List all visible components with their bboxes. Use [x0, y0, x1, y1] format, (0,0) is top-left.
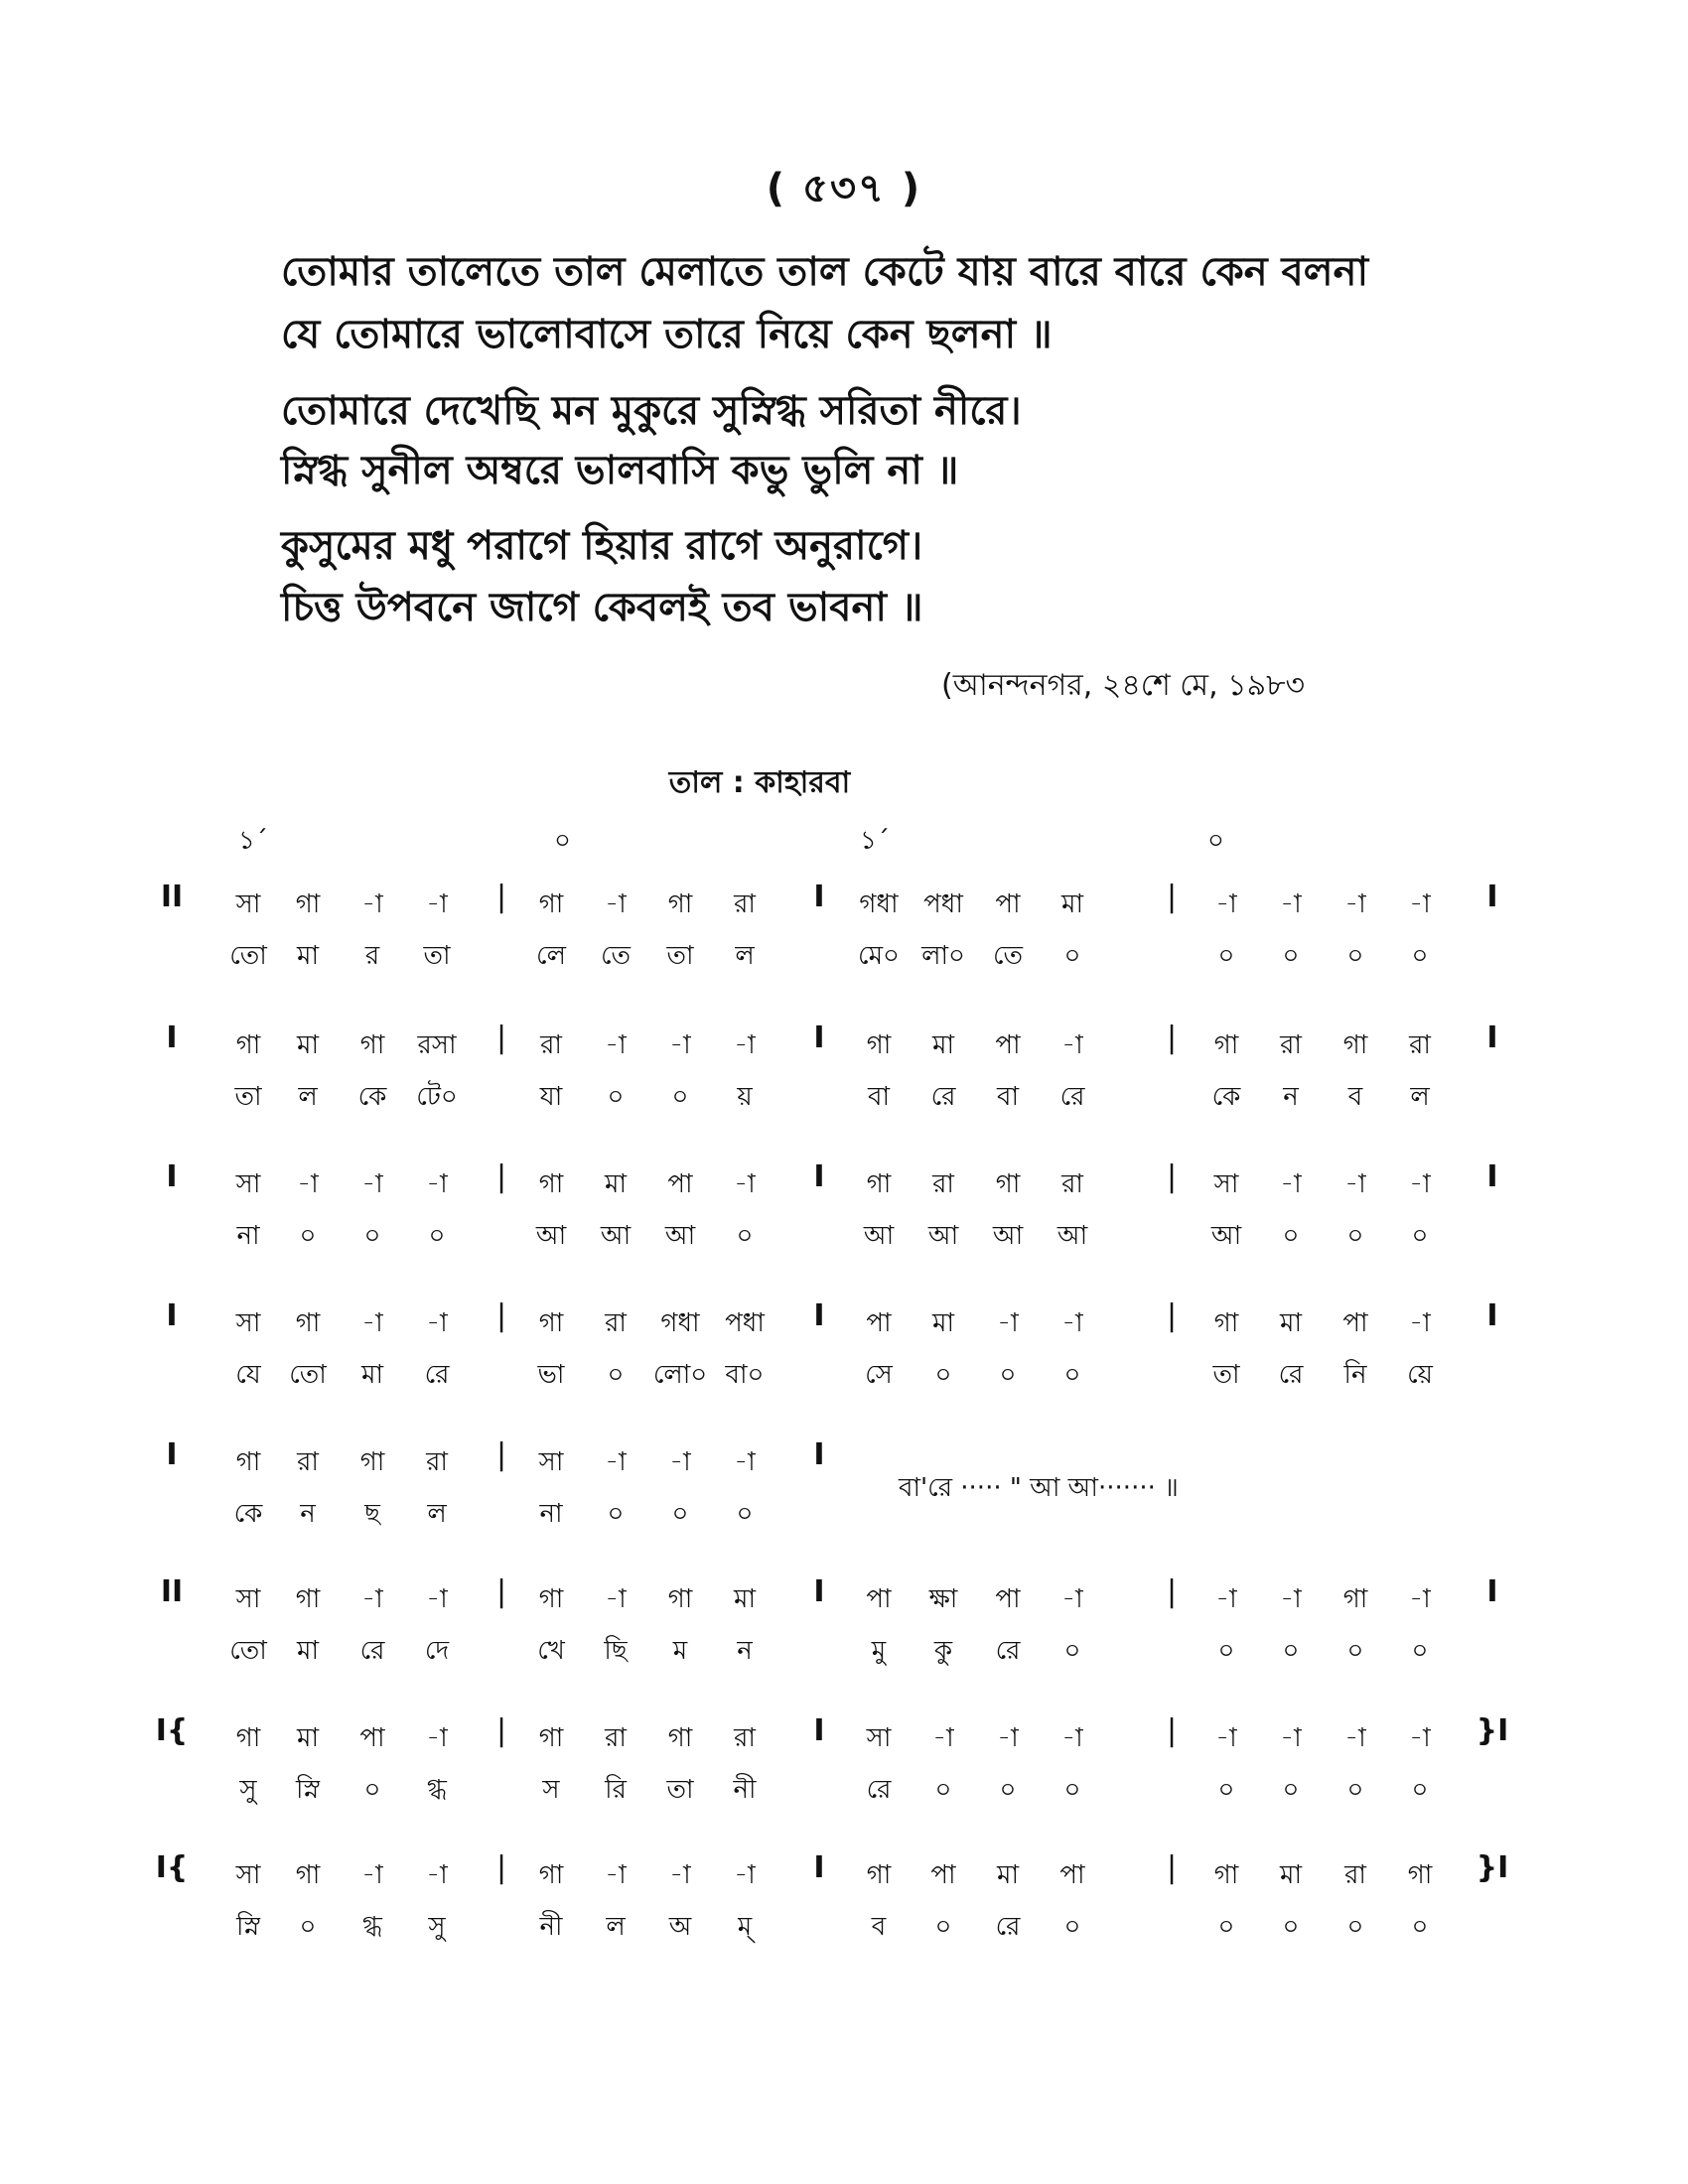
lyric-syllable: কে	[1211, 1082, 1241, 1112]
swara-note: -া	[932, 1723, 954, 1753]
lyric-syllable: রে	[930, 1082, 956, 1112]
swara-note: -া	[1061, 1584, 1083, 1614]
barline: |	[495, 1574, 507, 1609]
barline: |	[495, 880, 507, 914]
swara-note: গধা	[660, 1308, 700, 1338]
lyric-syllable: ভা	[537, 1360, 565, 1390]
swara-note: -া	[1409, 1584, 1431, 1614]
swara-note: পা	[667, 1169, 693, 1199]
lyric-line-5: কুসুমের মধু পরাগে হিয়ার রাগে অনুরাগে।	[281, 523, 923, 569]
lyric-syllable: ০	[1346, 1221, 1364, 1251]
beat-marker-tali-1: ১´	[238, 826, 268, 856]
lyric-syllable: গ্ধ	[427, 1775, 447, 1805]
swara-note: গা	[667, 889, 693, 919]
swara-note: পা	[359, 1723, 385, 1753]
swara-note: -া	[361, 1169, 383, 1199]
swara-note: গা	[235, 1723, 261, 1753]
swara-note: গা	[866, 1169, 892, 1199]
lyric-syllable: ০	[1282, 1221, 1300, 1251]
lyric-syllable: য়ে	[1407, 1360, 1433, 1390]
swara-note: -া	[426, 889, 448, 919]
swara-note: -া	[1061, 1723, 1083, 1753]
end-barline: I	[1486, 1298, 1498, 1333]
lyric-line-1: তোমার তালেতে তাল মেলাতে তাল কেটে যায় বারে বারে কেন বলনা	[281, 249, 1369, 295]
swara-note: -া	[426, 1169, 448, 1199]
swara-note: -া	[605, 1860, 627, 1890]
lyric-syllable: ল	[606, 1912, 626, 1942]
swara-note: রসা	[417, 1030, 457, 1060]
lyric-syllable: রে	[359, 1636, 385, 1666]
lyric-syllable: ০	[363, 1221, 381, 1251]
swara-note: গা	[235, 1447, 261, 1477]
swara-note: -া	[426, 1723, 448, 1753]
lyric-syllable: রে	[995, 1636, 1021, 1666]
lyric-syllable: য়	[737, 1082, 753, 1112]
barline: |	[1166, 1298, 1178, 1333]
lyric-syllable: ০	[736, 1221, 754, 1251]
lyric-syllable: রে	[866, 1775, 892, 1805]
lyric-syllable: ০	[1063, 1360, 1081, 1390]
swara-note: পা	[995, 889, 1021, 919]
lyric-syllable: ০	[1282, 941, 1300, 971]
lyric-syllable: ০	[934, 1360, 952, 1390]
swara-note: -া	[426, 1584, 448, 1614]
swara-note: -া	[669, 1030, 691, 1060]
swara-note: পধা	[923, 889, 963, 919]
lyric-syllable: ০	[999, 1775, 1017, 1805]
swara-note: গা	[295, 1308, 321, 1338]
lyric-syllable: তা	[423, 941, 451, 971]
lyric-syllable: ০	[1346, 1636, 1364, 1666]
lyric-syllable: ল	[298, 1082, 318, 1112]
lyric-syllable: লে	[536, 941, 566, 971]
lyric-syllable: ব	[1347, 1082, 1363, 1112]
swara-note: -া	[734, 1860, 756, 1890]
lyric-syllable: স	[542, 1775, 560, 1805]
swara-note: -া	[1280, 1169, 1302, 1199]
swara-note: রা	[426, 1447, 448, 1477]
beat-marker-khali-1: ০	[554, 826, 571, 856]
swara-note: গা	[359, 1447, 385, 1477]
swara-note: -া	[734, 1030, 756, 1060]
swara-note: পা	[1059, 1860, 1085, 1890]
lyric-syllable: ০	[299, 1221, 317, 1251]
lyric-syllable: মু	[871, 1636, 887, 1666]
lyric-syllable: ল	[427, 1499, 447, 1529]
swara-note: রা	[932, 1169, 954, 1199]
start-barline: II	[160, 1574, 184, 1609]
lyric-syllable: তে	[992, 941, 1024, 971]
lyric-line-4: স্নিগ্ধ সুনীল অম্বরে ভালবাসি কভু ভুলি না ॥	[281, 448, 959, 493]
swara-note: গা	[866, 1030, 892, 1060]
swara-note: -া	[297, 1169, 319, 1199]
swara-note: গধা	[859, 889, 899, 919]
lyric-syllable: যে	[235, 1360, 261, 1390]
swara-note: -া	[361, 1860, 383, 1890]
lyric-syllable: আ	[535, 1221, 567, 1251]
lyric-syllable: ল	[735, 941, 755, 971]
lyric-syllable: ০	[1063, 941, 1081, 971]
lyric-syllable: রি	[605, 1775, 627, 1805]
lyric-syllable: আ	[1056, 1221, 1088, 1251]
lyric-syllable: রে	[1278, 1360, 1304, 1390]
lyric-syllable: ০	[1063, 1636, 1081, 1666]
lyric-syllable: ০	[1411, 1221, 1429, 1251]
lyric-syllable: ০	[363, 1775, 381, 1805]
swara-note: রা	[1409, 1030, 1431, 1060]
swara-note: -া	[1215, 1723, 1237, 1753]
lyric-syllable: স্নি	[236, 1912, 260, 1942]
lyric-syllable: রে	[995, 1912, 1021, 1942]
lyric-syllable: ন	[300, 1499, 316, 1529]
lyric-syllable: ছি	[604, 1636, 628, 1666]
swara-note: রা	[540, 1030, 562, 1060]
lyric-syllable: ল	[1410, 1082, 1430, 1112]
lyric-syllable: ০	[607, 1360, 625, 1390]
barline: |	[495, 1021, 507, 1055]
swara-note: -া	[669, 1860, 691, 1890]
start-barline: I	[166, 1021, 178, 1055]
swara-note: -া	[1344, 1723, 1366, 1753]
barline: I	[813, 1298, 825, 1333]
swara-note: -া	[1061, 1308, 1083, 1338]
swara-note: মা	[1280, 1308, 1302, 1338]
swara-note: গা	[1342, 1030, 1368, 1060]
lyric-syllable: ০	[1217, 941, 1235, 971]
swara-note: গা	[295, 889, 321, 919]
page-number: ( ৫৩৭ )	[766, 166, 922, 211]
lyric-syllable: ০	[671, 1499, 689, 1529]
swara-note: গা	[538, 1723, 564, 1753]
lyric-syllable: ০	[1411, 1636, 1429, 1666]
lyric-syllable: তো	[289, 1360, 327, 1390]
swara-note: সা	[235, 1860, 261, 1890]
lyric-syllable: কে	[357, 1082, 387, 1112]
lyric-syllable: রে	[1059, 1082, 1085, 1112]
swara-note: -া	[361, 1584, 383, 1614]
swara-note: -া	[997, 1308, 1019, 1338]
lyric-syllable: ০	[1411, 1775, 1429, 1805]
swara-note: -া	[1409, 889, 1431, 919]
lyric-syllable: নী	[733, 1775, 757, 1805]
swara-note: গা	[1342, 1584, 1368, 1614]
swara-note: রা	[605, 1308, 627, 1338]
tala-label: তাল : কাহারবা	[668, 765, 851, 800]
lyric-syllable: ০	[1217, 1636, 1235, 1666]
barline: I	[813, 1021, 825, 1055]
swara-note: মা	[932, 1030, 954, 1060]
lyric-syllable: ০	[1346, 1775, 1364, 1805]
lyric-line-2: যে তোমারে ভালোবাসে তারে নিয়ে কেন ছলনা ॥	[281, 312, 1053, 357]
lyric-syllable: তা	[234, 1082, 262, 1112]
swara-note: গা	[538, 1584, 564, 1614]
barline: I	[813, 1713, 825, 1748]
swara-note: -া	[1061, 1030, 1083, 1060]
swara-note: -া	[1215, 1584, 1237, 1614]
swara-note: সা	[235, 1308, 261, 1338]
barline: |	[1166, 880, 1178, 914]
swara-note: -া	[1280, 1723, 1302, 1753]
barline: |	[495, 1713, 507, 1748]
barline: |	[1166, 1574, 1178, 1609]
swara-note: সা	[538, 1447, 564, 1477]
lyric-syllable: কু	[933, 1636, 953, 1666]
swara-note: সা	[866, 1723, 892, 1753]
lyric-syllable: রে	[424, 1360, 450, 1390]
barline: |	[1166, 1021, 1178, 1055]
lyric-syllable: ০	[1063, 1912, 1081, 1942]
lyric-syllable: যা	[539, 1082, 563, 1112]
barline: |	[1166, 1713, 1178, 1748]
start-barline: I{	[155, 1713, 189, 1748]
lyric-syllable: ০	[934, 1912, 952, 1942]
lyric-syllable: তে	[600, 941, 632, 971]
swara-note: গা	[1213, 1308, 1239, 1338]
lyric-syllable: ছ	[364, 1499, 380, 1529]
lyric-syllable: ০	[607, 1499, 625, 1529]
swara-note: মা	[997, 1860, 1019, 1890]
lyric-syllable: মা	[297, 1636, 319, 1666]
swara-note: মা	[1280, 1860, 1302, 1890]
barline: I	[813, 1160, 825, 1194]
swara-note: -া	[605, 1447, 627, 1477]
lyric-syllable: মা	[361, 1360, 383, 1390]
swara-note: মা	[1061, 889, 1083, 919]
lyric-syllable: মা	[297, 941, 319, 971]
lyric-syllable: ০	[1217, 1912, 1235, 1942]
swara-note: -া	[734, 1447, 756, 1477]
swara-note: গা	[1407, 1860, 1433, 1890]
swara-note: মা	[297, 1723, 319, 1753]
lyric-syllable: লা০	[921, 941, 965, 971]
swara-note: মা	[932, 1308, 954, 1338]
barline: |	[495, 1437, 507, 1472]
lyric-line-6: চিত্ত উপবনে জাগে কেবলই তব ভাবনা ॥	[281, 585, 923, 630]
beat-marker-khali-2: ০	[1207, 826, 1224, 856]
swara-note: গা	[538, 1308, 564, 1338]
swara-note: গা	[866, 1860, 892, 1890]
lyric-syllable: দে	[424, 1636, 450, 1666]
swara-note: -া	[1280, 889, 1302, 919]
lyric-syllable: ০	[1282, 1636, 1300, 1666]
lyric-syllable: ০	[1282, 1775, 1300, 1805]
lyric-syllable: ন	[737, 1636, 753, 1666]
lyric-syllable: ০	[1217, 1775, 1235, 1805]
lyric-syllable: খে	[537, 1636, 565, 1666]
lyric-syllable: বা	[867, 1082, 891, 1112]
end-barline: I	[1486, 1574, 1498, 1609]
swara-note: -া	[734, 1169, 756, 1199]
barline: I	[813, 1574, 825, 1609]
repeat-cue: বা'রে ····· " আ আ······· ॥	[899, 1473, 1179, 1503]
end-barline: I	[1486, 880, 1498, 914]
start-barline: I	[166, 1437, 178, 1472]
swara-note: -া	[605, 1584, 627, 1614]
lyric-syllable: ০	[1346, 1912, 1364, 1942]
swara-note: পা	[995, 1584, 1021, 1614]
swara-note: রা	[734, 1723, 756, 1753]
swara-note: -া	[1344, 1169, 1366, 1199]
lyric-syllable: ০	[1411, 941, 1429, 971]
swara-note: -া	[997, 1723, 1019, 1753]
end-barline: }I	[1476, 1713, 1509, 1748]
swara-note: গা	[667, 1723, 693, 1753]
lyric-syllable: তো	[229, 941, 267, 971]
swara-note: -া	[1280, 1584, 1302, 1614]
swara-note: -া	[1344, 889, 1366, 919]
composition-place-date: (আনন্দনগর, ২৪শে মে, ১৯৮৩	[941, 668, 1306, 703]
swara-note: মা	[605, 1169, 627, 1199]
swara-note: পধা	[725, 1308, 765, 1338]
lyric-syllable: নি	[1343, 1360, 1367, 1390]
swara-note: -া	[426, 1860, 448, 1890]
lyric-syllable: নী	[539, 1912, 563, 1942]
lyric-syllable: আ	[600, 1221, 632, 1251]
swara-note: -া	[1215, 889, 1237, 919]
swara-note: পা	[930, 1860, 956, 1890]
lyric-syllable: তা	[666, 941, 694, 971]
start-barline: I{	[155, 1850, 189, 1885]
lyric-syllable: অ	[668, 1912, 692, 1942]
lyric-syllable: ০	[934, 1775, 952, 1805]
swara-note: রা	[734, 889, 756, 919]
swara-note: গা	[359, 1030, 385, 1060]
lyric-syllable: না	[236, 1221, 260, 1251]
lyric-syllable: ০	[1346, 941, 1364, 971]
start-barline: I	[166, 1160, 178, 1194]
lyric-syllable: লো০	[652, 1360, 708, 1390]
swara-note: গা	[538, 1860, 564, 1890]
swara-note: -া	[1409, 1308, 1431, 1338]
lyric-syllable: ম	[672, 1636, 688, 1666]
swara-note: মা	[297, 1030, 319, 1060]
lyric-syllable: ০	[299, 1912, 317, 1942]
swara-note: ক্ষা	[928, 1584, 958, 1614]
lyric-syllable: তো	[229, 1636, 267, 1666]
swara-note: -া	[669, 1447, 691, 1477]
barline: |	[1166, 1160, 1178, 1194]
barline: I	[813, 1850, 825, 1885]
swara-note: রা	[605, 1723, 627, 1753]
lyric-syllable: ০	[1411, 1912, 1429, 1942]
lyric-syllable: আ	[992, 1221, 1024, 1251]
swara-note: সা	[235, 1584, 261, 1614]
end-barline: }I	[1476, 1850, 1509, 1885]
swara-note: পা	[866, 1308, 892, 1338]
lyric-syllable: আ	[863, 1221, 895, 1251]
swara-note: -া	[605, 889, 627, 919]
start-barline: I	[166, 1298, 178, 1333]
swara-note: গা	[1213, 1030, 1239, 1060]
swara-note: রা	[1280, 1030, 1302, 1060]
swara-note: -া	[605, 1030, 627, 1060]
lyric-syllable: ব	[871, 1912, 887, 1942]
lyric-syllable: ০	[428, 1221, 446, 1251]
swara-note: রা	[297, 1447, 319, 1477]
swara-note: গা	[235, 1030, 261, 1060]
lyric-syllable: ম্	[737, 1912, 753, 1942]
swara-note: সা	[1213, 1169, 1239, 1199]
swara-note: গা	[1213, 1860, 1239, 1890]
lyric-syllable: টে০	[416, 1082, 458, 1112]
lyric-syllable: আ	[664, 1221, 696, 1251]
lyric-syllable: কে	[233, 1499, 263, 1529]
swara-note: মা	[734, 1584, 756, 1614]
end-barline: I	[1486, 1021, 1498, 1055]
lyric-syllable: ন	[1283, 1082, 1299, 1112]
swara-note: -া	[361, 1308, 383, 1338]
lyric-syllable: আ	[927, 1221, 959, 1251]
lyric-syllable: সে	[865, 1360, 893, 1390]
lyric-syllable: মে০	[858, 941, 900, 971]
lyric-syllable: ০	[607, 1082, 625, 1112]
swara-note: গা	[538, 1169, 564, 1199]
lyric-syllable: তা	[666, 1775, 694, 1805]
swara-note: গা	[538, 889, 564, 919]
lyric-syllable: না	[539, 1499, 563, 1529]
swara-note: -া	[1409, 1723, 1431, 1753]
swara-note: পা	[866, 1584, 892, 1614]
swara-note: পা	[995, 1030, 1021, 1060]
swara-note: গা	[295, 1860, 321, 1890]
barline: |	[495, 1298, 507, 1333]
barline: I	[813, 880, 825, 914]
lyric-syllable: ০	[999, 1360, 1017, 1390]
barline: |	[1166, 1850, 1178, 1885]
lyric-syllable: ০	[1282, 1912, 1300, 1942]
lyric-syllable: র	[364, 941, 380, 971]
lyric-line-3: তোমারে দেখেছি মন মুকুরে সুস্নিগ্ধ সরিতা নীরে।	[281, 388, 1022, 434]
swara-note: -া	[1409, 1169, 1431, 1199]
swara-note: পা	[1342, 1308, 1368, 1338]
swara-note: গা	[995, 1169, 1021, 1199]
barline: |	[495, 1160, 507, 1194]
swara-note: -া	[426, 1308, 448, 1338]
lyric-syllable: ০	[671, 1082, 689, 1112]
swara-note: গা	[295, 1584, 321, 1614]
lyric-syllable: আ	[1210, 1221, 1242, 1251]
lyric-syllable: গ্ধ	[362, 1912, 382, 1942]
beat-marker-tali-2: ১´	[860, 826, 890, 856]
swara-note: সা	[235, 1169, 261, 1199]
swara-note: গা	[667, 1584, 693, 1614]
lyric-syllable: বা	[996, 1082, 1020, 1112]
lyric-syllable: স্নি	[296, 1775, 320, 1805]
end-barline: I	[813, 1437, 825, 1472]
lyric-syllable: সু	[239, 1775, 257, 1805]
end-barline: I	[1486, 1160, 1498, 1194]
lyric-syllable: বা০	[725, 1360, 765, 1390]
lyric-syllable: তা	[1212, 1360, 1240, 1390]
lyric-syllable: ০	[736, 1499, 754, 1529]
lyric-syllable: সু	[428, 1912, 446, 1942]
swara-note: রা	[1061, 1169, 1083, 1199]
swara-note: -া	[361, 889, 383, 919]
swara-note: সা	[235, 889, 261, 919]
start-barline: II	[160, 880, 184, 914]
barline: |	[495, 1850, 507, 1885]
lyric-syllable: ০	[1063, 1775, 1081, 1805]
swara-note: রা	[1344, 1860, 1366, 1890]
